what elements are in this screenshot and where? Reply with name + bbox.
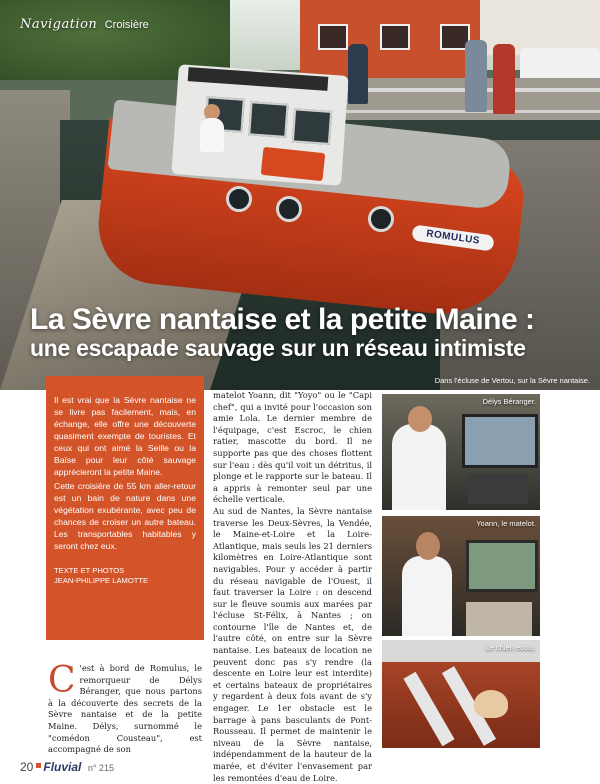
credit-name: JEAN-PHILIPPE LAMOTTE — [54, 576, 149, 585]
photo-caption: Délys Béranger. — [482, 397, 536, 406]
article-title: La Sèvre nantaise et la petite Maine : — [30, 303, 535, 336]
drop-cap: C — [48, 660, 76, 701]
magazine-name: Fluvial — [43, 760, 82, 774]
hero-caption: Dans l'écluse de Vertou, sur la Sèvre nantaise. — [434, 376, 590, 385]
credit-label: TEXTE ET PHOTOS — [54, 566, 125, 575]
issue-number: n° 215 — [87, 763, 114, 773]
article-subtitle: une escapade sauvage sur un réseau intimiste — [30, 335, 526, 361]
intro-paragraph: Cette croisière de 55 km aller-retour est un bain de nature dans une végétation exubérante, avec peu de chances de croiser un autre bateau. Les transportables habitables y seront chez eux. — [54, 481, 196, 551]
photo-dog — [382, 640, 540, 748]
intro-box — [46, 376, 204, 640]
photo-caption: Yoann, le matelot. — [476, 519, 536, 528]
red-building — [300, 0, 480, 78]
section-header — [20, 15, 149, 33]
page-number: 20 — [20, 760, 34, 774]
captain — [200, 118, 224, 152]
body-column-1 — [48, 660, 202, 756]
credit — [54, 566, 196, 586]
page-footer — [20, 758, 114, 776]
porthole — [276, 196, 302, 222]
photo-caption: Le chien écolo. — [485, 643, 536, 652]
bystander — [493, 44, 515, 114]
bystander — [465, 40, 487, 112]
footer-square-icon — [36, 763, 41, 768]
photo-captain — [382, 394, 540, 510]
hero-photo — [0, 0, 600, 390]
porthole — [368, 206, 394, 232]
subsection-label: Croisière — [104, 19, 149, 31]
railing — [310, 110, 600, 113]
body-text: Au sud de Nantes, la Sèvre nantaise traverse les Deux-Sèvres, la Vendée, le Maine-et-Loire et la Loire-Atlantique, mais seuls les 21 derniers kilomètres en Loire-Atlantique sont navigables. Pour y accéder à partir du réseau navigable de l'Ouest, il faut traverser la Loire : on descend sur le fleuve soumis aux marées par l'écluse St-Félix, à Nantes ; on contourne l'île de Nantes et, de l'autre côté, on entre sur la Sèvre nantaise. Les bateaux de location ne peuvent donc pas s'y rendre (la descente en Loire leur est interdite) et certains bateaux de propriétaires y regardent à deux fois avant de s'y engager. Le 1er obstacle est le barrage à pans basculants de Pont-Rousseau. Il permet de maintenir le niveau de la Sèvre nantaise, indépendamment de la hauteur de la marée, et d'éviter l'envasement par les remontées d'eau de Loire. — [213, 505, 372, 783]
body-text: matelot Yoann, dit "Yoyo" ou le "Capi chef", qui a invité pour l'occasion son amie Lola. Le dernier membre de l'équipage, c'est Escroc, le chien ratier, mascotte du bord. Il ne supporte pas que des choses flottent sur l'eau : dès qu'il voit un détritus, il plonge et le rapporte sur le bateau. Il a appris à remonter seul par une échelle verticale. — [213, 390, 372, 505]
intro-paragraph: Il est vrai que la Sèvre nantaise ne se livre pas facilement, mais, en échange, elle offre une découverte quasiment exempte de touristes. Et ceux qui ont aimé la Seille ou la Baïse pour leur côté sauvage apprécieront la petite Maine. — [54, 395, 196, 477]
body-column-2 — [213, 390, 372, 784]
boat-nameplate: ROMULUS — [411, 224, 494, 251]
body-text: 'est à bord de Romulus, le remorqueur de Délys Béranger, que nous partons à la découverte des secrets de la Sèvre nantaise et de la petite Maine. Délys, surnommé le "comédon Cousteau", est accompagné de son — [48, 663, 202, 755]
section-label: Navigation — [20, 17, 98, 32]
porthole — [226, 186, 252, 212]
bystander — [348, 44, 368, 104]
photo-deckhand — [382, 516, 540, 636]
